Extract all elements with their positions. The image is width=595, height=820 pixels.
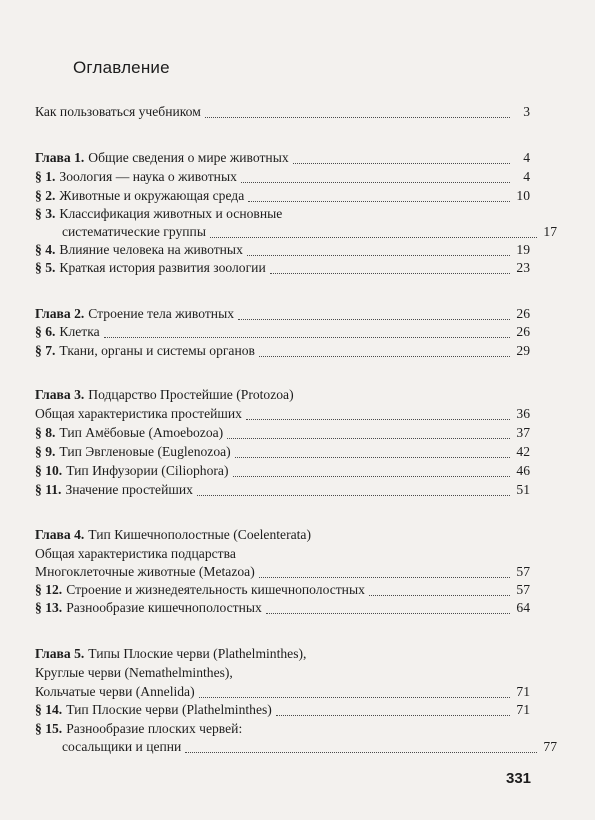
toc-entry-text: Подцарство Простейшие (Protozoa) <box>88 387 294 402</box>
toc-entry-page: 36 <box>516 406 530 421</box>
toc-leader <box>233 476 511 477</box>
toc-entry-number: § 1. <box>35 169 56 184</box>
toc-entry-text: Кольчатые черви (Annelida) <box>35 684 195 699</box>
toc-entry-number: § 13. <box>35 600 63 615</box>
toc-entry-text: Разнообразие кишечнополостных <box>66 600 262 615</box>
toc-entry[interactable] <box>35 241 530 259</box>
toc-entry-page: 23 <box>516 260 530 275</box>
toc-entry-number: Глава 3. <box>35 387 85 402</box>
toc-entry-number: § 10. <box>35 463 63 478</box>
toc-leader <box>185 752 537 753</box>
toc-entry-text: Многоклеточные животные (Metazoa) <box>35 564 255 579</box>
toc-chapter[interactable] <box>35 149 530 167</box>
toc-entry-page: 4 <box>523 150 530 165</box>
toc-entry-text: Тип Кишечнополостные (Coelenterata) <box>88 527 311 542</box>
toc-entry-number: § 4. <box>35 242 56 257</box>
toc-entry-number: Глава 4. <box>35 527 85 542</box>
toc-entry-number: Глава 1. <box>35 150 85 165</box>
toc-entry-page: 71 <box>516 702 530 717</box>
toc-entry-page: 77 <box>543 739 557 754</box>
toc-entry-continuation[interactable] <box>35 563 530 581</box>
toc-entry-text: Как пользоваться учебником <box>35 104 201 119</box>
toc-leader <box>369 595 510 596</box>
toc-entry-text: систематические группы <box>62 224 206 239</box>
toc-entry-text: Тип Инфузории (Ciliophora) <box>66 463 229 478</box>
toc-entry-page: 10 <box>516 188 530 203</box>
toc-entry-text: Строение и жизнедеятельность кишечнополостных <box>66 582 365 597</box>
toc-entry[interactable] <box>35 664 530 682</box>
toc-entry[interactable] <box>35 168 530 186</box>
toc-leader <box>259 577 510 578</box>
toc-entry-page: 51 <box>516 482 530 497</box>
toc-entry-text: Разнообразие плоских червей: <box>66 721 243 736</box>
toc-entry-number: § 2. <box>35 188 56 203</box>
toc-entry-page: 26 <box>516 324 530 339</box>
toc-entry-text: Круглые черви (Nemathelminthes), <box>35 665 233 680</box>
toc-entry-page: 64 <box>516 600 530 615</box>
toc-entry-text: Классификация животных и основные <box>59 206 283 221</box>
toc-leader <box>247 255 510 256</box>
toc-entry[interactable] <box>35 103 530 121</box>
toc-entry-number: § 11. <box>35 482 62 497</box>
toc-entry-number: § 7. <box>35 343 56 358</box>
toc-leader <box>270 273 510 274</box>
toc-leader <box>199 697 510 698</box>
toc-leader <box>227 438 510 439</box>
toc-entry-text: Ткани, органы и системы органов <box>59 343 255 358</box>
toc-entry-text: Животные и окружающая среда <box>59 188 245 203</box>
toc-entry-continuation[interactable] <box>35 223 557 241</box>
toc-entry-number: § 5. <box>35 260 56 275</box>
toc-entry-text: Общая характеристика подцарства <box>35 546 236 561</box>
toc-entry-text: Общие сведения о мире животных <box>88 150 289 165</box>
toc-chapter[interactable] <box>35 645 530 663</box>
toc-leader <box>293 163 510 164</box>
toc-entry-page: 17 <box>543 224 557 239</box>
toc-entry-text: Зоология — наука о животных <box>59 169 237 184</box>
toc-leader <box>248 201 510 202</box>
toc-entry-continuation[interactable] <box>35 683 530 701</box>
toc-entry-number: § 15. <box>35 721 63 736</box>
toc-entry-text: Краткая история развития зоологии <box>59 260 266 275</box>
toc-entry-text: Тип Эвгленовые (Euglenozoa) <box>59 444 231 459</box>
toc-entry[interactable] <box>35 405 530 423</box>
toc-entry-text: Влияние человека на животных <box>59 242 243 257</box>
toc-leader <box>197 495 510 496</box>
toc-entry-page: 37 <box>516 425 530 440</box>
toc-entry-number: § 12. <box>35 582 63 597</box>
toc-leader <box>276 715 510 716</box>
toc-entry[interactable] <box>35 424 530 442</box>
toc-leader <box>246 419 510 420</box>
toc-entry-number: § 6. <box>35 324 56 339</box>
toc-entry-number: Глава 2. <box>35 306 85 321</box>
toc-entry-page: 4 <box>523 169 530 184</box>
toc-leader <box>235 457 510 458</box>
page-title: Оглавление <box>73 58 170 77</box>
toc-leader <box>104 337 510 338</box>
toc-entry-text: Клетка <box>59 324 100 339</box>
toc-leader <box>238 319 510 320</box>
toc-chapter[interactable] <box>35 305 530 323</box>
toc-entry[interactable] <box>35 259 530 277</box>
toc-entry-number: § 9. <box>35 444 56 459</box>
toc-entry-text: сосальщики и цепни <box>62 739 182 754</box>
toc-entry-number: § 8. <box>35 425 56 440</box>
toc-entry-number: § 14. <box>35 702 63 717</box>
toc-entry-page: 57 <box>516 582 530 597</box>
toc-entry[interactable] <box>35 701 530 719</box>
toc-entry-text: Типы Плоские черви (Plathelminthes), <box>88 646 307 661</box>
toc-entry-text: Тип Амёбовые (Amoebozoa) <box>59 425 224 440</box>
toc-entry[interactable] <box>35 443 530 461</box>
toc-entry-text: Тип Плоские черви (Plathelminthes) <box>66 702 272 717</box>
page-number: 331 <box>506 770 532 787</box>
toc-entry[interactable] <box>35 720 530 738</box>
toc-entry-text: Строение тела животных <box>88 306 234 321</box>
toc-leader <box>259 356 510 357</box>
toc-leader <box>241 182 510 183</box>
toc-entry[interactable] <box>35 599 530 617</box>
toc-entry-page: 3 <box>523 104 530 119</box>
toc-entry-page: 71 <box>516 684 530 699</box>
toc-entry-page: 46 <box>516 463 530 478</box>
toc-leader <box>266 613 510 614</box>
toc-entry-number: § 3. <box>35 206 56 221</box>
toc-leader <box>210 237 537 238</box>
toc-entry[interactable] <box>35 205 530 223</box>
toc-entry[interactable] <box>35 545 530 563</box>
toc-entry-page: 19 <box>516 242 530 257</box>
toc-entry-page: 42 <box>516 444 530 459</box>
toc-entry[interactable] <box>35 462 530 480</box>
toc-leader <box>205 117 510 118</box>
toc-entry-page: 26 <box>516 306 530 321</box>
toc-entry[interactable] <box>35 187 530 205</box>
toc-entry-page: 57 <box>516 564 530 579</box>
toc-entry[interactable] <box>35 323 530 341</box>
toc-chapter[interactable] <box>35 386 530 404</box>
toc-entry[interactable] <box>35 342 530 360</box>
toc-entry[interactable] <box>35 581 530 599</box>
toc-entry[interactable] <box>35 481 530 499</box>
toc-entry-number: Глава 5. <box>35 646 85 661</box>
toc-entry-page: 29 <box>516 343 530 358</box>
toc-entry-continuation[interactable] <box>35 738 557 756</box>
toc-entry-text: Значение простейших <box>65 482 193 497</box>
toc-entry-text: Общая характеристика простейших <box>35 406 242 421</box>
toc-chapter[interactable] <box>35 526 530 544</box>
